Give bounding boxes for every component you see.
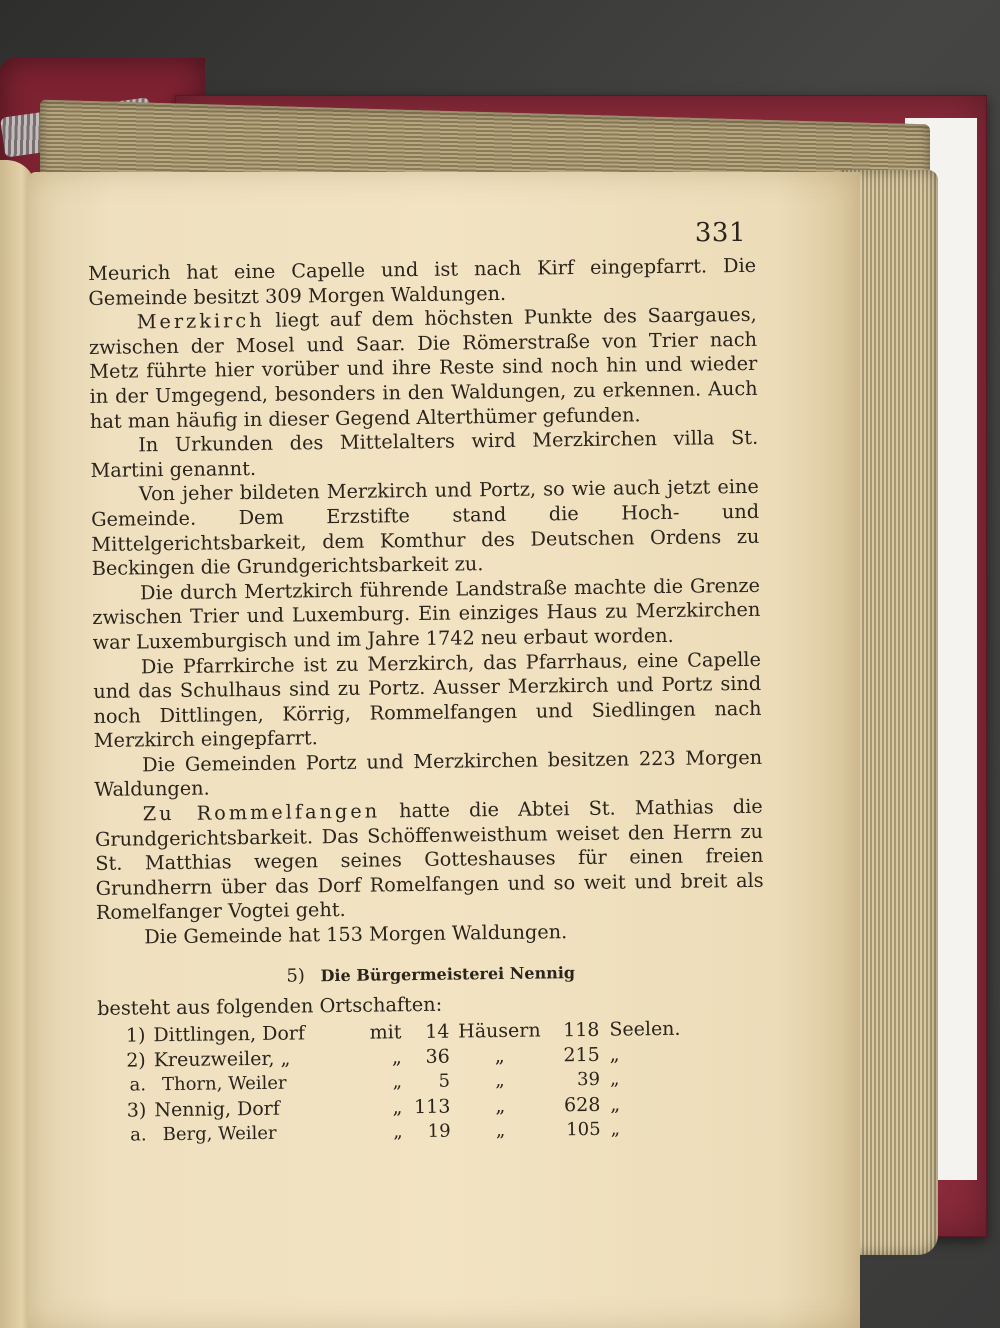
place-houses-label: „	[495, 1069, 505, 1092]
place-souls: 105	[566, 1118, 601, 1141]
place-souls: 215	[563, 1043, 600, 1067]
place-souls-label: Seelen.	[609, 1017, 681, 1041]
paragraph: Die durch Mertzkirch führende Landstraße machte die Grenze zwischen Trier und Luxemburg. Ein einziges Haus zu Merzkirchen war Luxemburgisch und im Jahre 1742 neu erbaut worden.	[92, 573, 761, 654]
section-number: 5)	[286, 965, 306, 987]
place-houses: 113	[413, 1095, 451, 1119]
place-souls-label: „	[609, 1043, 620, 1066]
place-souls: 628	[563, 1093, 601, 1117]
page-number: 331	[694, 218, 746, 248]
paragraph: Von jeher bildeten Merzkirch und Portz, so wie auch jetzt eine Gemeinde. Dem Erzstifte stand die Hoch- und Mittelgerichtsbarkeit, dem Komthur des Deutschen Ordens zu Beckingen die Grundgerichtsbarkeit zu.	[91, 475, 760, 581]
place-num: a.	[129, 1074, 147, 1096]
place-houses: 19	[427, 1120, 451, 1142]
place-name: Thorn, Weiler	[161, 1072, 287, 1096]
place-num: 3)	[126, 1099, 147, 1122]
section-heading	[97, 958, 765, 991]
place-houses-label: Häusern	[458, 1019, 541, 1043]
page-text	[88, 254, 767, 1149]
place-mit: „	[392, 1096, 403, 1119]
paragraph: Die Gemeinden Portz und Merzkirchen besitzen 223 Morgen Waldungen.	[94, 745, 763, 802]
place-houses-label: „	[494, 1044, 505, 1068]
place-houses: 36	[425, 1045, 450, 1068]
place-houses: 5	[438, 1070, 451, 1092]
paragraph: Die Gemeinde hat 153 Morgen Waldungen.	[144, 920, 568, 949]
place-mit: „	[392, 1071, 403, 1093]
place-num: 1)	[125, 1024, 146, 1047]
spaced-lead: Zu Rommelfangen	[142, 799, 381, 826]
paragraph: Die Pfarrkirche ist zu Merzkirch, das Pfarrhaus, eine Capelle und das Schulhaus sind zu Portz. Ausser Merzkirch und Portz sind noch Dittlingen, Körrig, Rommelfangen und Siedlingen nach Merzkirch eingepfarrt.	[93, 647, 762, 753]
place-souls: 39	[576, 1068, 601, 1091]
place-mit: mit	[369, 1021, 402, 1044]
place-num: 2)	[126, 1049, 146, 1072]
paragraph: Meurich hat eine Capelle und ist nach Kirf eingepfarrt. Die Gemeinde besitzt 309 Morgen Waldungen.	[88, 253, 757, 310]
spaced-lead: Merzkirch	[136, 309, 265, 334]
place-num: a.	[130, 1124, 147, 1146]
place-souls-label: „	[609, 1068, 620, 1090]
place-mit: „	[393, 1121, 403, 1143]
places-table	[97, 1017, 690, 1149]
place-souls-label: „	[610, 1118, 621, 1140]
place-name: Nennig, Dorf	[154, 1097, 280, 1122]
section-intro: besteht aus folgenden Ortschaften:	[96, 992, 443, 1021]
place-name: Kreuzweiler, „	[153, 1047, 291, 1072]
place-mit: „	[391, 1046, 402, 1069]
place-houses-label: „	[495, 1119, 506, 1142]
paragraph: In Urkunden des Mittelalters wird Merzkirchen villa St. Martini genannt.	[90, 425, 759, 482]
section-title: Die Bürgermeisterei Nennig	[320, 962, 576, 985]
paragraph: Zu Rommelfangen hatte die Abtei St. Mathias die Grundgerichtsbarkeit. Das Schöffenweisthum weiset den Herrn zu St. Matthias wegen seines Gotteshauses für einen freien Grundherrn über das Dorf Romelfangen und so weit und breit als Romelfanger Vogtei geht.	[94, 794, 764, 925]
place-name: Dittlingen, Dorf	[153, 1022, 306, 1047]
place-houses: 14	[425, 1020, 450, 1043]
paragraph: Merzkirch liegt auf dem höchsten Punkte des Saargaues, zwischen der Mosel und Saar. Die Römerstraße von Trier nach Metz führte hier vorüber und ihre Reste sind noch hin und wieder in der Umgegend, besonders in den Waldungen, zu erkennen. Auch hat man häufig in dieser Gegend Alterthümer gefunden.	[88, 303, 758, 433]
place-souls: 118	[563, 1018, 600, 1042]
place-souls-label: „	[610, 1093, 621, 1116]
place-name: Berg, Weiler	[162, 1122, 277, 1146]
place-houses-label: „	[495, 1094, 506, 1118]
